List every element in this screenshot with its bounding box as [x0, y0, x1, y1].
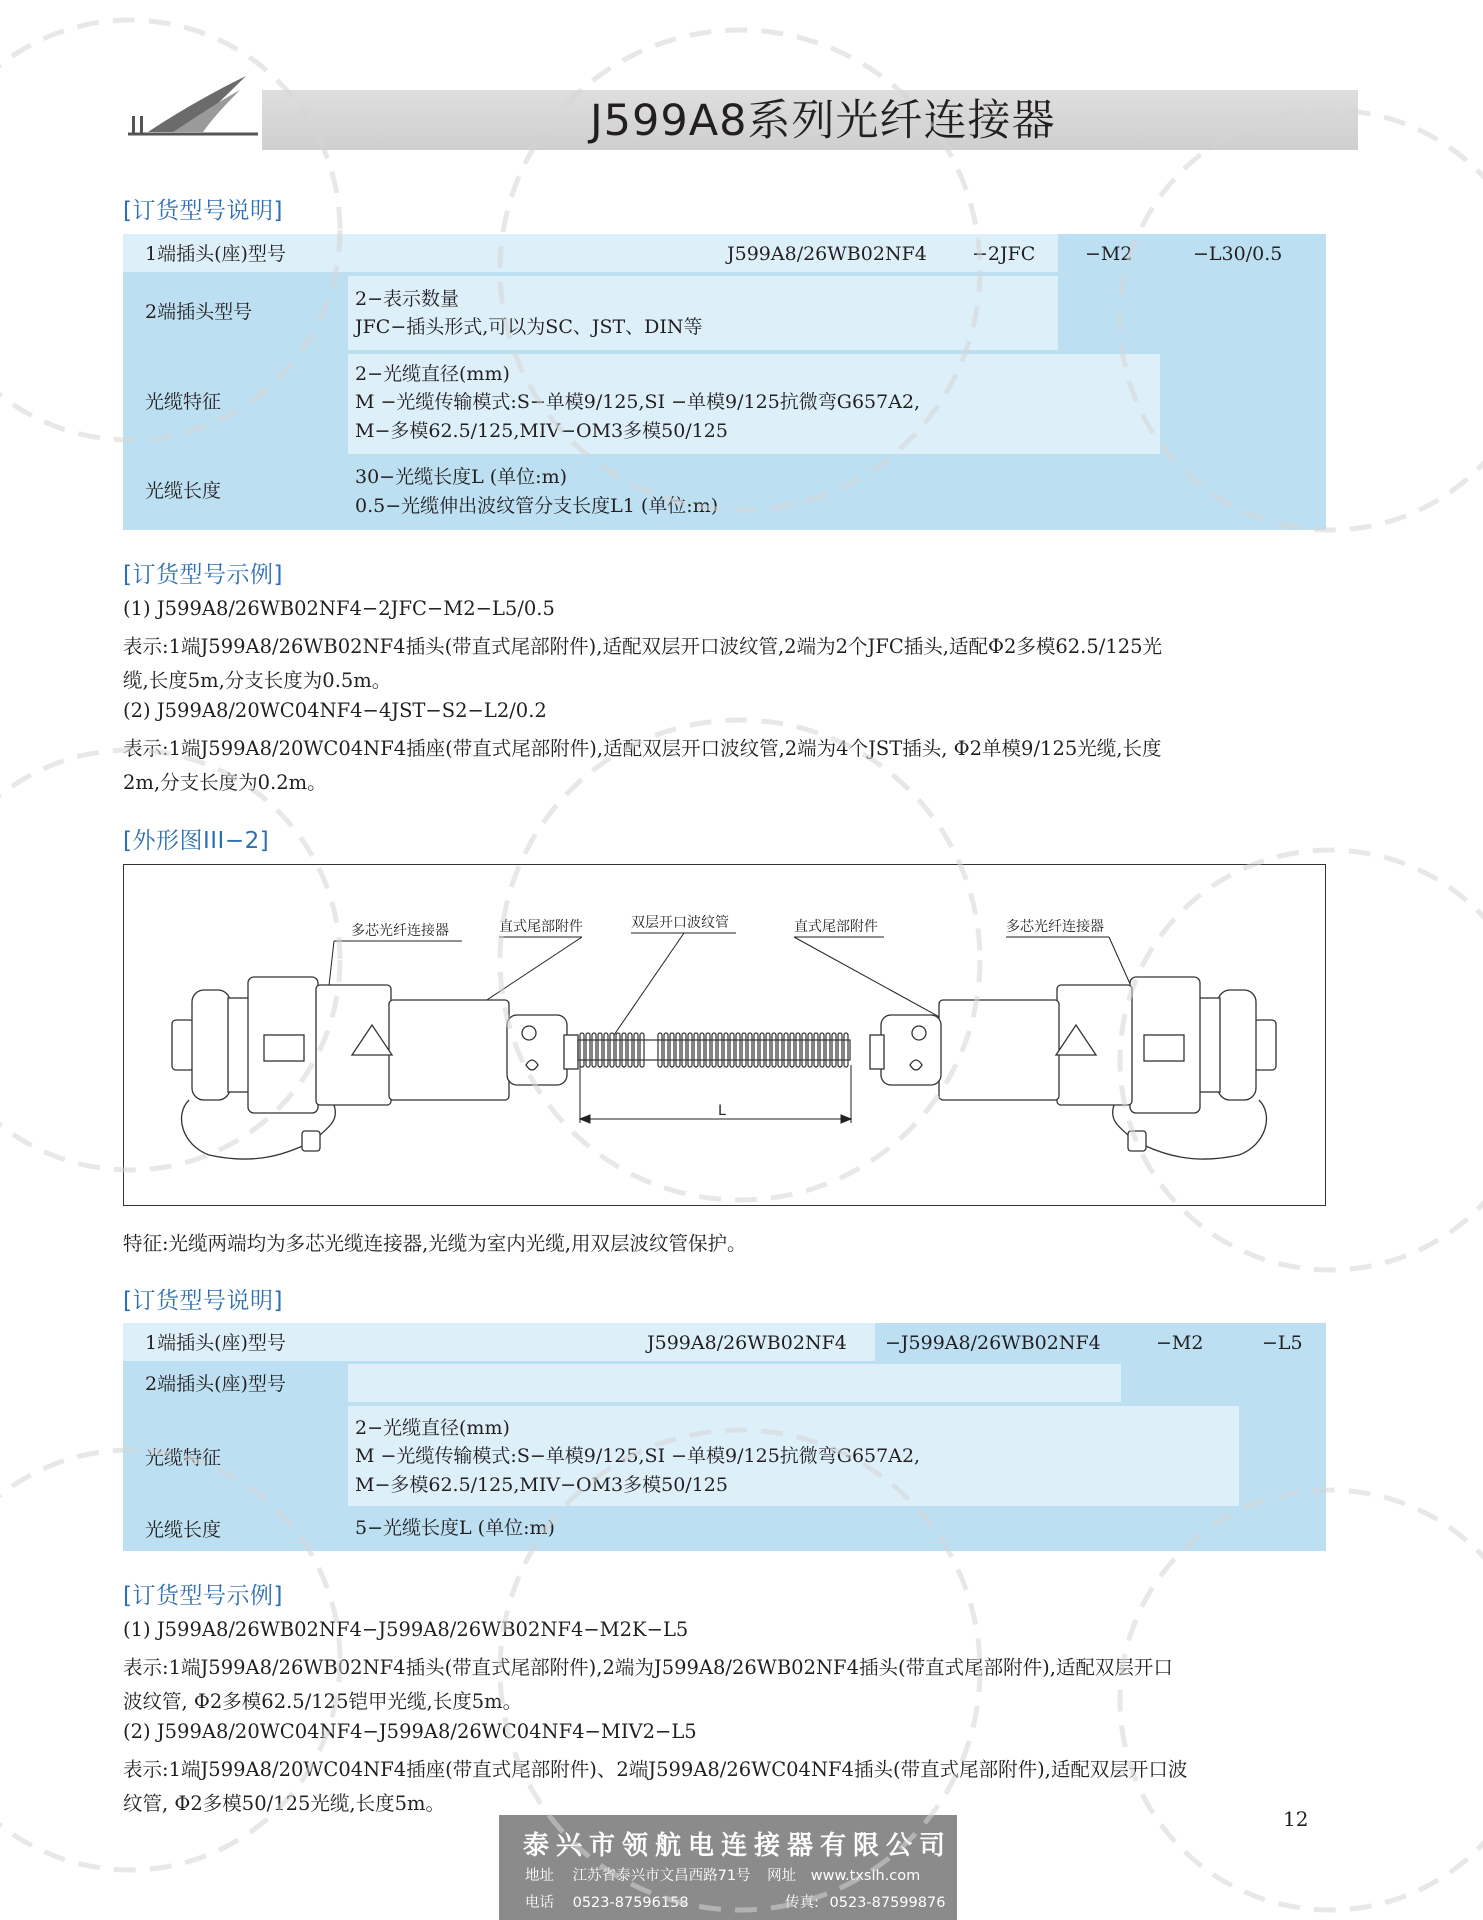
example-line: (2) J599A8/20WC04NF4−J599A8/26WC04NF4−MIV2−L5	[123, 1720, 697, 1743]
phone-number: 0523-87596158	[572, 1895, 689, 1911]
conduit-rib	[694, 1033, 698, 1067]
end1-model-label: 1端插头(座)型号	[145, 243, 286, 265]
length-code: −L30/0.5	[1193, 243, 1283, 265]
conduit-rib	[676, 1033, 680, 1067]
conduit-rib	[760, 1033, 764, 1067]
cable-feature-label: 光缆特征	[145, 391, 222, 413]
label-left-connector: 多芯光纤连接器	[351, 923, 449, 939]
conduit-rib	[748, 1033, 752, 1067]
conduit-rib	[592, 1033, 596, 1067]
example-line: (1) J599A8/26WB02NF4−J599A8/26WB02NF4−M2K−L5	[123, 1618, 689, 1641]
conduit-rib	[580, 1033, 584, 1067]
website-link[interactable]: www.txslh.com	[810, 1868, 921, 1884]
example-line: 波纹管, Φ2多模62.5/125铠甲光缆,长度5m。	[123, 1690, 523, 1713]
conduit-rib	[622, 1033, 626, 1067]
conduit-rib	[724, 1033, 728, 1067]
conduit-rib	[670, 1033, 674, 1067]
footer	[499, 1815, 957, 1920]
order-model-heading: [订货型号说明]	[123, 198, 283, 224]
corrugated-conduit	[580, 1033, 848, 1067]
example-line: 缆,长度5m,分支长度为0.5m。	[123, 669, 392, 692]
conduit-rib	[754, 1033, 758, 1067]
example-line: 表示:1端J599A8/20WC04NF4插座(带直式尾部附件)、2端J599A8/26WC04NF4插头(带直式尾部附件),适配双层开口波	[123, 1758, 1188, 1781]
cable-length-line-1: 5−光缆长度L (单位:m)	[355, 1517, 555, 1539]
end1-model-label-2: 1端插头(座)型号	[145, 1332, 286, 1354]
conduit-rib	[664, 1033, 668, 1067]
label-right-backshell: 直式尾部附件	[794, 919, 878, 935]
connector-code: −2JFC	[972, 243, 1036, 265]
conduit-rib	[640, 1033, 644, 1067]
example-line: 2m,分支长度为0.2m。	[123, 771, 327, 794]
cable-feature-label-2: 光缆特征	[145, 1447, 222, 1469]
conduit-rib	[634, 1033, 638, 1067]
conduit-rib	[736, 1033, 740, 1067]
conduit-rib	[658, 1033, 662, 1067]
page-title: J599A8系列光纤连接器	[590, 96, 1056, 146]
cable-length-label-2: 光缆长度	[145, 1519, 222, 1541]
conduit-rib	[610, 1033, 614, 1067]
order-example-heading: [订货型号示例]	[123, 562, 283, 588]
conduit-rib	[844, 1033, 848, 1067]
cable-length-line-1: 30−光缆长度L (单位:m)	[355, 466, 567, 488]
conduit-rib	[808, 1033, 812, 1067]
end2-line-2: JFC−插头形式,可以为SC、JST、DIN等	[355, 316, 703, 338]
example-line: 表示:1端J599A8/26WB02NF4插头(带直式尾部附件),2端为J599A8/26WB02NF4插头(带直式尾部附件),适配双层开口	[123, 1656, 1173, 1679]
conduit-rib	[838, 1033, 842, 1067]
example-line: 纹管, Φ2多模50/125光缆,长度5m。	[123, 1792, 445, 1815]
end1-model-value: J599A8/26WB02NF4	[727, 243, 927, 265]
conduit-rib	[706, 1033, 710, 1067]
footer-company-name: 泰兴市领航电连接器有限公司	[523, 1831, 953, 1861]
conduit-rib	[814, 1033, 818, 1067]
feature-caption: 特征:光缆两端均为多芯光缆连接器,光缆为室内光缆,用双层波纹管保护。	[123, 1232, 747, 1255]
conduit-rib	[820, 1033, 824, 1067]
conduit-rib	[832, 1033, 836, 1067]
conduit-rib	[784, 1033, 788, 1067]
cable-feature-line-2: M −光缆传输模式:S−单模9/125,SI −单模9/125抗微弯G657A2,	[355, 391, 921, 413]
outline-drawing	[123, 864, 1326, 1206]
conduit-rib	[586, 1033, 590, 1067]
fax-number: 0523-87599876	[829, 1895, 946, 1911]
order-model-heading-2: [订货型号说明]	[123, 1288, 283, 1314]
conduit-rib	[790, 1033, 794, 1067]
end1-model-value-2: J599A8/26WB02NF4	[647, 1332, 847, 1354]
conduit-rib	[766, 1033, 770, 1067]
conduit-rib	[700, 1033, 704, 1067]
company-logo	[118, 72, 268, 144]
label-left-backshell: 直式尾部附件	[499, 919, 583, 935]
cable-code-2: −M2	[1156, 1332, 1204, 1354]
cable-length-line-2: 0.5−光缆伸出波纹管分支长度L1 (单位:m)	[355, 495, 719, 517]
fax-label: 传真:	[785, 1895, 819, 1911]
cable-feature-line-3: M−多模62.5/125,MIV−OM3多模50/125	[355, 1474, 728, 1496]
example-line: (2) J599A8/20WC04NF4−4JST−S2−L2/0.2	[123, 699, 547, 722]
length-code-2: −L5	[1262, 1332, 1303, 1354]
example-line: 表示:1端J599A8/20WC04NF4插座(带直式尾部附件),适配双层开口波纹管,2端为4个JST插头, Φ2单模9/125光缆,长度	[123, 737, 1162, 760]
end2-model-label: 2端插头型号	[145, 301, 253, 323]
end2-model-code: −J599A8/26WB02NF4	[885, 1332, 1101, 1354]
cable-feature-line-1: 2−光缆直径(mm)	[355, 1417, 510, 1439]
end2-line-1: 2−表示数量	[355, 288, 460, 310]
conduit-rib	[718, 1033, 722, 1067]
right-connector-illustration	[870, 977, 1276, 1159]
conduit-rib	[616, 1033, 620, 1067]
cable-code: −M2	[1085, 243, 1133, 265]
conduit-rib	[742, 1033, 746, 1067]
conduit-rib	[688, 1033, 692, 1067]
dimension-length-label: L	[718, 1103, 726, 1119]
website-label: 网址	[767, 1868, 797, 1884]
address-label: 地址	[525, 1868, 554, 1884]
conduit-rib	[772, 1033, 776, 1067]
address-text: 江苏省泰兴市文昌西路71号	[572, 1868, 751, 1884]
end2-model-label-2: 2端插头(座)型号	[145, 1373, 286, 1395]
conduit-rib	[604, 1033, 608, 1067]
page-number: 12	[1283, 1807, 1309, 1831]
conduit-rib	[826, 1033, 830, 1067]
conduit-rib	[778, 1033, 782, 1067]
example-line: 表示:1端J599A8/26WB02NF4插头(带直式尾部附件),适配双层开口波纹管,2端为2个JFC插头,适配Φ2多模62.5/125光	[123, 635, 1163, 658]
conduit-rib	[682, 1033, 686, 1067]
outline-drawing-heading: [外形图III−2]	[123, 828, 270, 854]
conduit-rib	[730, 1033, 734, 1067]
phone-label: 电话	[525, 1895, 554, 1911]
left-connector-illustration	[172, 977, 578, 1159]
conduit-rib	[796, 1033, 800, 1067]
label-conduit: 双层开口波纹管	[631, 915, 729, 931]
conduit-rib	[802, 1033, 806, 1067]
conduit-rib	[712, 1033, 716, 1067]
conduit-rib	[628, 1033, 632, 1067]
cable-feature-line-3: M−多模62.5/125,MIV−OM3多模50/125	[355, 420, 728, 442]
cable-feature-line-2: M −光缆传输模式:S−单模9/125,SI −单模9/125抗微弯G657A2,	[355, 1445, 921, 1467]
example-line: (1) J599A8/26WB02NF4−2JFC−M2−L5/0.5	[123, 597, 555, 620]
cable-feature-line-1: 2−光缆直径(mm)	[355, 363, 510, 385]
order-example-heading-2: [订货型号示例]	[123, 1583, 283, 1609]
conduit-rib	[598, 1033, 602, 1067]
cable-length-label: 光缆长度	[145, 480, 222, 502]
label-right-connector: 多芯光纤连接器	[1006, 919, 1104, 935]
